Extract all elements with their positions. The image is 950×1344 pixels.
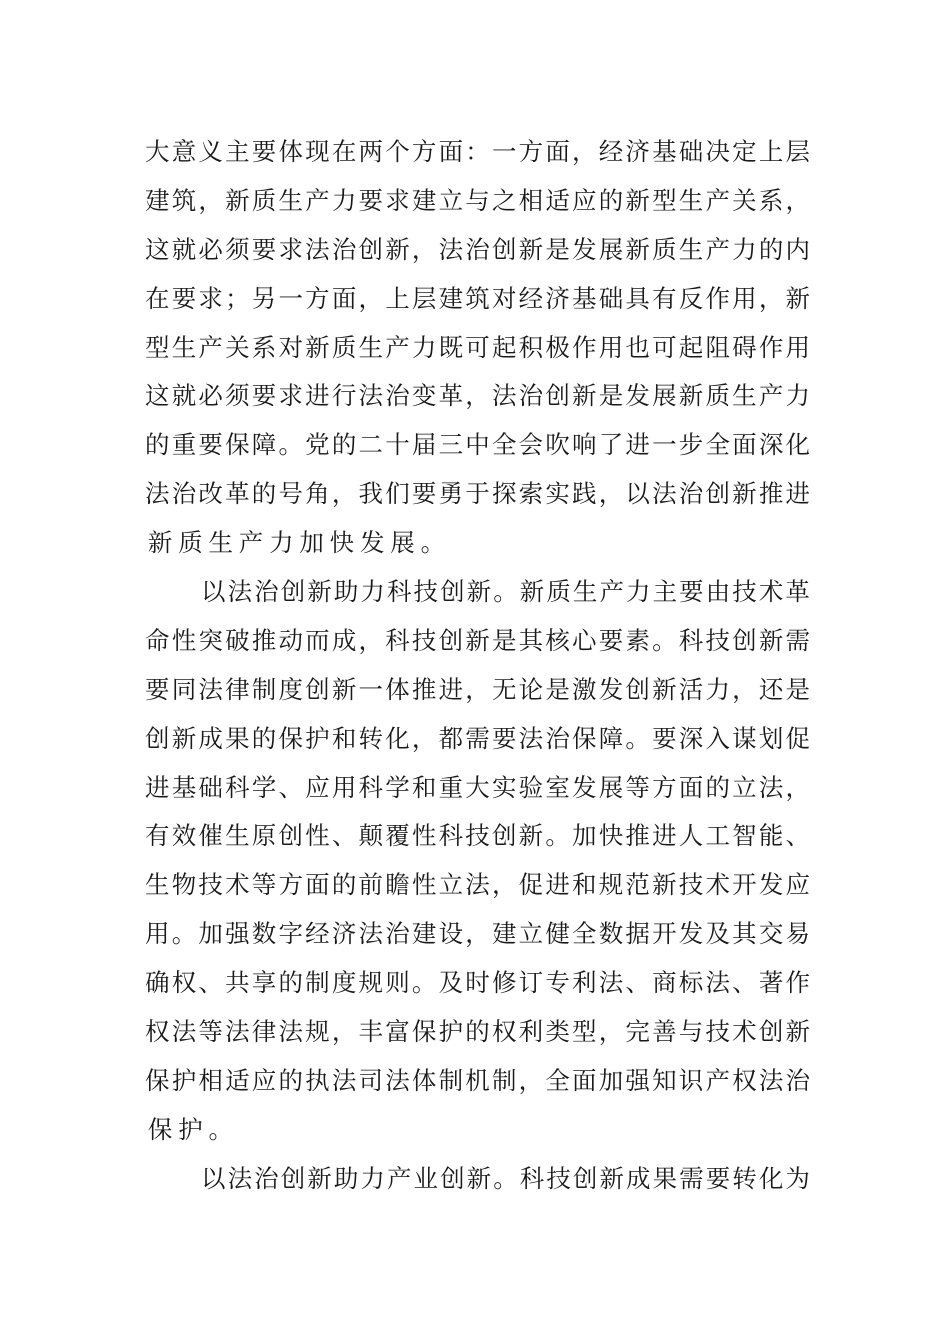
text-line: 保 护 。 — [147, 1114, 233, 1144]
text-line: 在 要 求 ； 另 一 方 面 ， 上 层 建 筑 对 经 济 基 础 具 有 反 作 用 ， 新 — [145, 283, 810, 313]
text-line: 型 生 产 关 系 对 新 质 生 产 力 既 可 起 积 极 作 用 也 可 起 阻 碍 作 用 — [145, 332, 810, 362]
text-line: 这 就 必 须 要 求 进 行 法 治 变 革 ， 法 治 创 新 是 发 展 新 质 生 产 力 — [145, 381, 810, 411]
text-line: 以 法 治 创 新 助 力 产 业 创 新 。 科 技 创 新 成 果 需 要 转 化 为 — [201, 1163, 810, 1193]
text-line: 确 权 、 共 享 的 制 度 规 则 。 及 时 修 订 专 利 法 、 商 标 法 、 著 作 — [145, 968, 810, 998]
document-body-text — [145, 128, 810, 1204]
text-line: 要 同 法 律 制 度 创 新 一 体 推 进 ， 无 论 是 激 发 创 新 活 力 ， 还 是 — [145, 674, 810, 704]
text-line: 进 基 础 科 学 、 应 用 科 学 和 重 大 实 验 室 发 展 等 方 面 的 立 法 ， — [145, 772, 810, 802]
text-line: 以 法 治 创 新 助 力 科 技 创 新 。 新 质 生 产 力 主 要 由 技 术 革 — [201, 577, 810, 607]
text-line: 命 性 突 破 推 动 而 成 ， 科 技 创 新 是 其 核 心 要 素 。 科 技 创 新 需 — [145, 625, 810, 655]
text-line: 用 。 加 强 数 字 经 济 法 治 建 设 ， 建 立 健 全 数 据 开 发 及 其 交 易 — [145, 919, 810, 949]
text-line: 生 物 技 术 等 方 面 的 前 瞻 性 立 法 ， 促 进 和 规 范 新 技 术 开 发 应 — [145, 870, 810, 900]
text-line: 大 意 义 主 要 体 现 在 两 个 方 面 ： 一 方 面 ， 经 济 基 础 决 定 上 层 — [145, 137, 810, 166]
text-line: 建 筑 ， 新 质 生 产 力 要 求 建 立 与 之 相 适 应 的 新 型 生 产 关 系 ， — [145, 185, 810, 215]
text-line: 权 法 等 法 律 法 规 ， 丰 富 保 护 的 权 利 类 型 ， 完 善 与 技 术 创 新 — [145, 1017, 810, 1047]
text-line: 新 质 生 产 力 加 快 发 展 。 — [147, 528, 446, 558]
text-line: 有 效 催 生 原 创 性 、 颠 覆 性 科 技 创 新 。 加 快 推 进 人 工 智 能 、 — [145, 821, 810, 851]
text-line: 这 就 必 须 要 求 法 治 创 新 ， 法 治 创 新 是 发 展 新 质 生 产 力 的 内 — [145, 234, 810, 264]
text-line: 的 重 要 保 障 。 党 的 二 十 届 三 中 全 会 吹 响 了 进 一 步 全 面 深 化 — [145, 430, 810, 460]
text-line: 法 治 改 革 的 号 角 ， 我 们 要 勇 于 探 索 实 践 ， 以 法 治 创 新 推 进 — [145, 479, 810, 509]
text-line: 创 新 成 果 的 保 护 和 转 化 ， 都 需 要 法 治 保 障 。 要 深 入 谋 划 促 — [145, 723, 810, 753]
text-line: 保 护 相 适 应 的 执 法 司 法 体 制 机 制 ， 全 面 加 强 知 识 产 权 法 治 — [145, 1065, 810, 1095]
